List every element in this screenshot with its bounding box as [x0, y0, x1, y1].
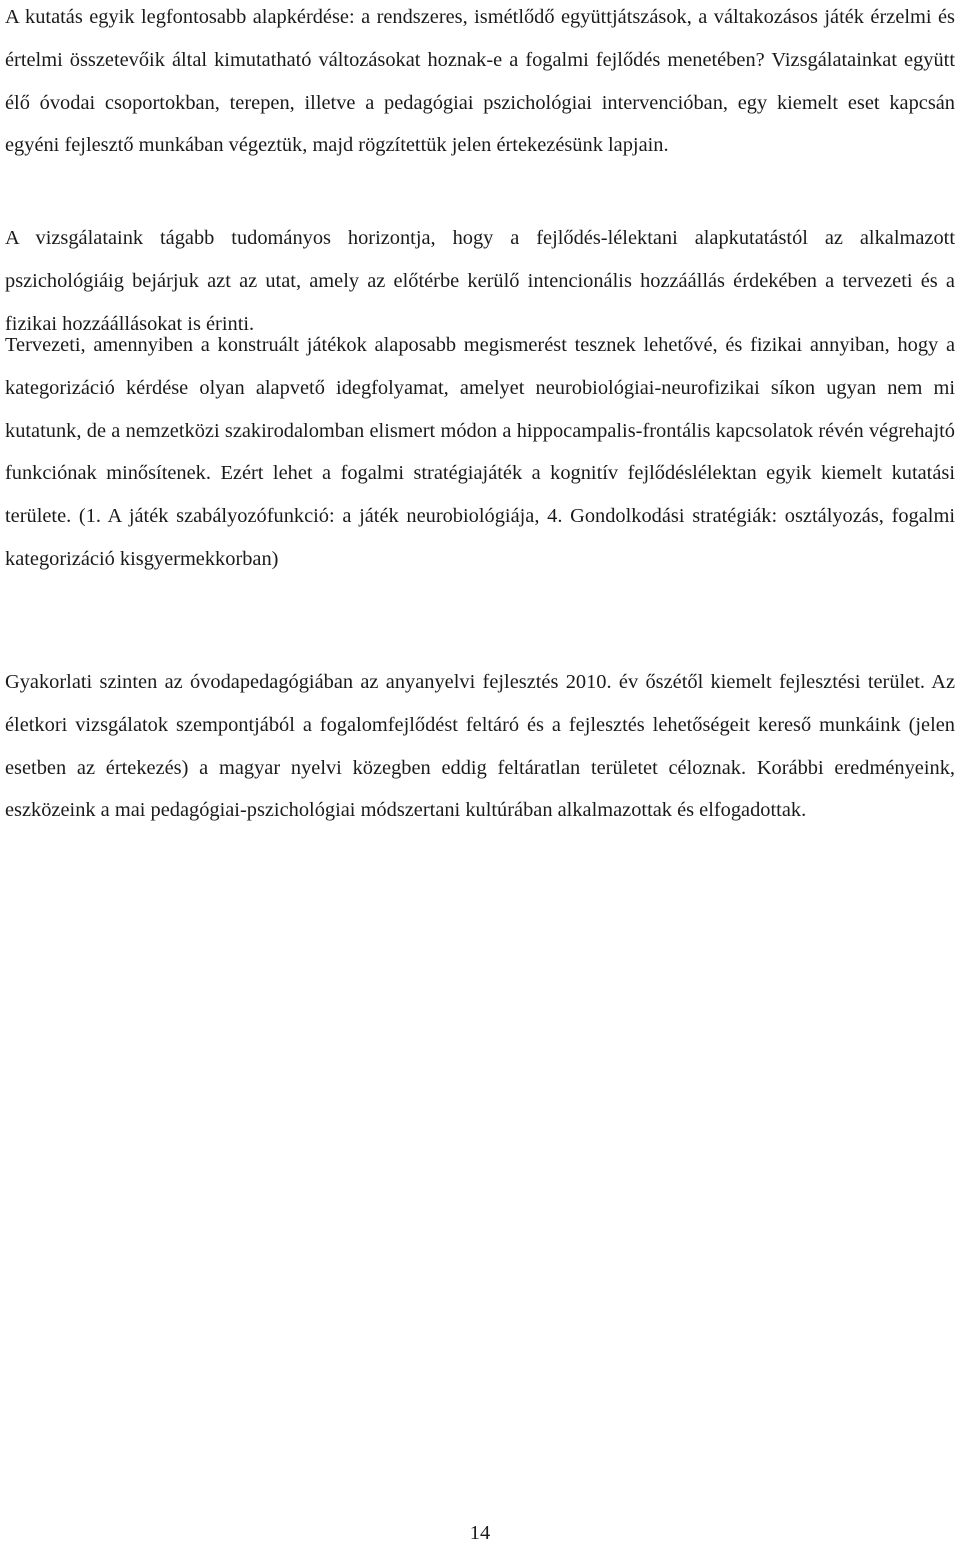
paragraph-practical-level: Gyakorlati szinten az óvodapedagógiában az anyanyelvi fejlesztés 2010. év őszétől kiemelt fejlesztési terület. Az életkori vizsgálatok szempontjából a fogalomfejlődést feltáró és a fejlesztés lehetőségeit kereső munkáink (jelen esetben az értekezés) a magyar nyelvi közegben eddig feltáratlan területet céloznak. Korábbi eredményeink, eszközeink a mai pedagógiai-pszichológiai módszertani kultúrában alkalmazottak és elfogadottak.	[5, 671, 955, 822]
paragraph-research-question: A kutatás egyik legfontosabb alapkérdése: a rendszeres, ismétlődő együttjátszások, a váltakozásos játék érzelmi és értelmi összetevőik által kimutatható változásokat hoznak-e a fogalmi fejlődés menetében? Vizsgálatainkat együtt élő óvodai csoportokban, terepen, illetve a pedagógiai pszichológiai intervencióban, egy kiemelt eset kapcsán egyéni fejlesztő munkában végeztük, majd rögzítettük jelen értekezésünk lapjain.	[5, 6, 955, 157]
document-page	[5, 0, 955, 1550]
page-number: 14	[469, 1522, 491, 1544]
paragraph-research-horizon: A vizsgálataink tágabb tudományos horizontja, hogy a fejlődés-lélektani alapkutatástól az alkalmazott pszichológiáig bejárjuk azt az utat, amely az előtérbe kerülő intencionális hozzáállás érdekében a tervezeti és a fizikai hozzáállásokat is érinti.	[5, 227, 955, 335]
paragraph-design-physical: Tervezeti, amennyiben a konstruált játékok alaposabb megismerést tesznek lehetővé, és fizikai annyiban, hogy a kategorizáció kérdése olyan alapvető idegfolyamat, amelyet neurobiológiai-neurofizikai síkon ugyan nem mi kutatunk, de a nemzetközi szakirodalomban elismert módon a hippocampalis-frontális kapcsolatok révén végrehajtó funkciónak minősítenek. Ezért lehet a fogalmi stratégiajáték a kognitív fejlődéslélektan egyik kiemelt kutatási területe. (1. A játék szabályozófunkció: a játék neurobiológiája, 4. Gondolkodási stratégiák: osztályozás, fogalmi kategorizáció kisgyermekkorban)	[5, 334, 955, 570]
